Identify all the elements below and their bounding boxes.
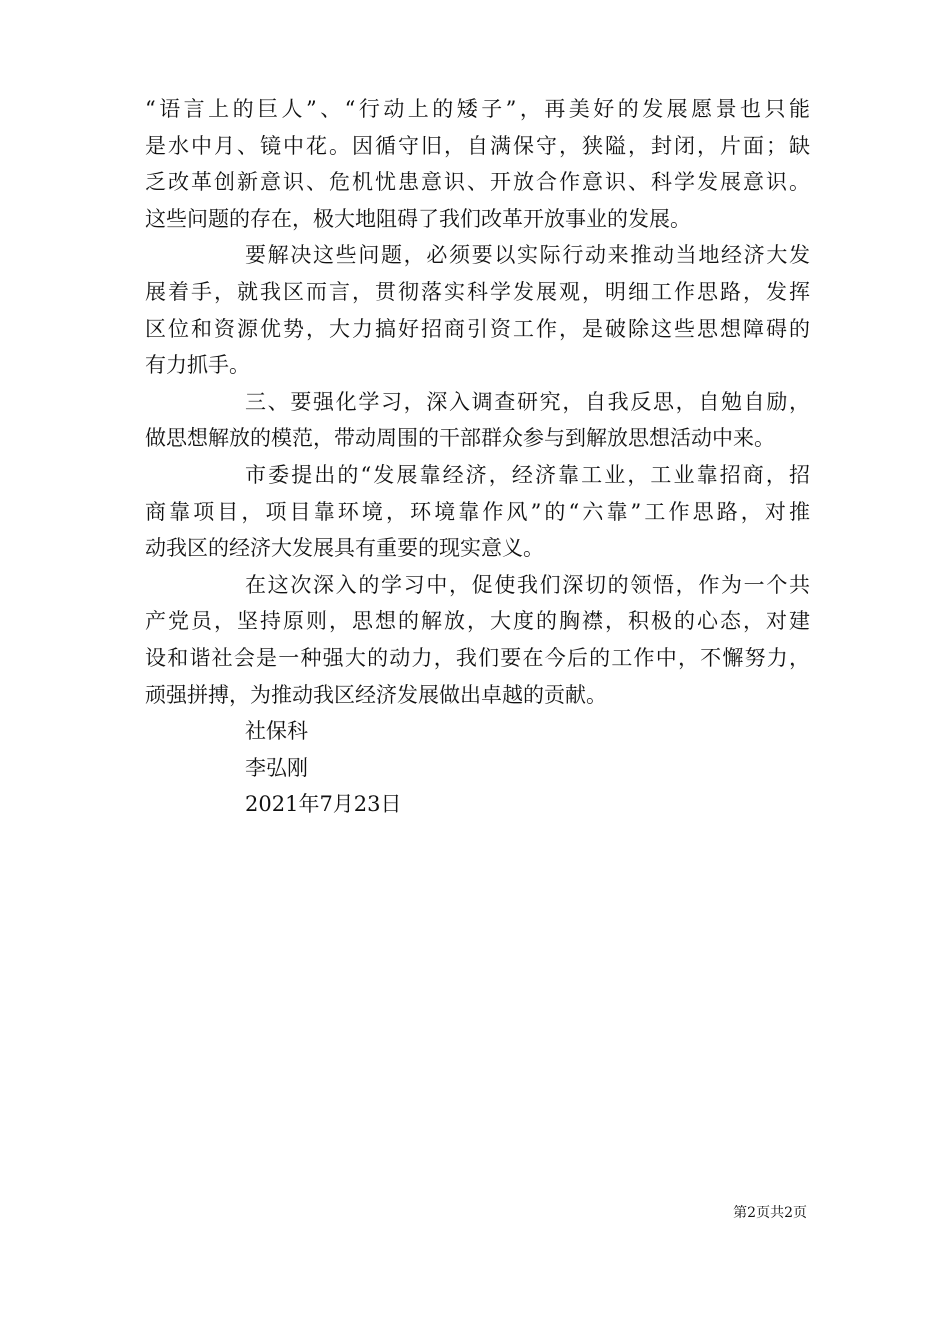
paragraph-line: 乏改革创新意识、危机忧患意识、开放合作意识、科学发展意识。 — [145, 170, 810, 195]
paragraph-line: 展着手，就我区而言，贯彻落实科学发展观，明细工作思路，发挥 — [145, 279, 810, 304]
paragraph-line: 这些问题的存在，极大地阻碍了我们改革开放事业的发展。 — [145, 206, 691, 231]
signature-block — [145, 713, 810, 823]
signature-name: 李弘刚 — [245, 755, 308, 780]
paragraph-line: 设和谐社会是一种强大的动力，我们要在今后的工作中，不懈努力， — [145, 645, 810, 670]
document-body — [145, 91, 810, 823]
paragraph-5 — [145, 567, 810, 713]
paragraph-line: 动我区的经济大发展具有重要的现实意义。 — [145, 536, 544, 561]
signature-date: 2021年7月23日 — [245, 792, 402, 817]
paragraph-4 — [145, 457, 810, 567]
paragraph-line: 市委提出的“发展靠经济，经济靠工业，工业靠招商，招 — [245, 462, 810, 487]
paragraph-line: 在这次深入的学习中，促使我们深切的领悟，作为一个共 — [245, 572, 810, 597]
paragraph-line: 有力抓手。 — [145, 353, 250, 378]
paragraph-2 — [145, 237, 810, 383]
paragraph-1 — [145, 91, 810, 237]
paragraph-line: 是水中月、镜中花。因循守旧，自满保守，狭隘，封闭，片面；缺 — [145, 133, 810, 158]
paragraph-line: 顽强拼搏，为推动我区经济发展做出卓越的贡献。 — [145, 682, 607, 707]
page-number-footer: 第2页共2页 — [733, 1205, 807, 1221]
paragraph-line: 商靠项目，项目靠环境，环境靠作风”的“六靠”工作思路，对推 — [145, 499, 810, 524]
paragraph-line: 要解决这些问题，必须要以实际行动来推动当地经济大发 — [245, 243, 810, 268]
paragraph-3 — [145, 384, 810, 457]
paragraph-line: 三、要强化学习，深入调查研究，自我反思，自勉自励， — [245, 389, 810, 414]
paragraph-line: 做思想解放的模范，带动周围的干部群众参与到解放思想活动中来。 — [145, 426, 775, 451]
paragraph-line: 产党员，坚持原则，思想的解放，大度的胸襟，积极的心态，对建 — [145, 609, 810, 634]
paragraph-line: “语言上的巨人”、“行动上的矮子”，再美好的发展愿景也只能 — [145, 97, 810, 121]
signature-department: 社保科 — [245, 719, 308, 744]
paragraph-line: 区位和资源优势，大力搞好招商引资工作，是破除这些思想障碍的 — [145, 316, 810, 341]
